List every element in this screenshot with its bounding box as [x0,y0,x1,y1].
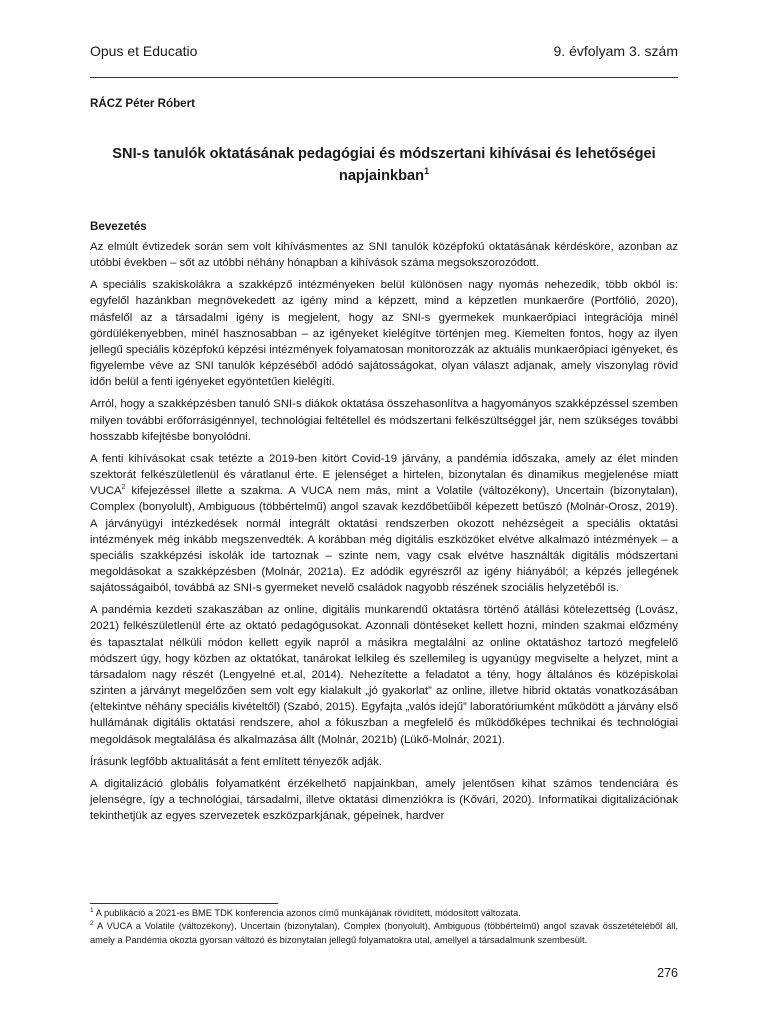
paragraph-2: A speciális szakiskolákra a szakképző intézményeken belül különösen nagy nyomás nehezedik, több okból is: egyfelől hazánkban megnövekedett az igény mind a képzett, mind a képzetlen munkaerőre (Portfólió, 2020), másfelől az a társadalmi igény is megjelent, hogy az SNI-s gyermekek munkaerőpiaci integrációja minél gördülékenyebben, minél hasznosabban – az igényeket kielégítve történjen meg. Kiemelten fontos, hogy az ilyen jellegű speciális középfokú képzési intézmények folyamatosan monitorozzák az aktuális munkaerőpiaci igényeket, és figyelembe véve az SNI tanulók képzéséből adódó sajátosságokat, olyan választ adjanak, amely viszonylag rövid időn belül a fenti igényeket egyöntetűen kielégíti. [90,279,678,389]
paragraph-7: A digitalizáció globális folyamatként érzékelhető napjainkban, amely jelentősen kihat számos tendenciára és jelenségre, így a technológiai, társadalmi, illetve oktatási dimenziókra is (Kővári, 2020). Informatikai digitalizációnak tekinthetjük az egyes szervezetek eszközparkjának, gépeinek, hardver [90,777,678,823]
section-heading: Bevezetés [90,220,147,233]
paragraph-4 [90,451,678,596]
document-page [90,0,678,1024]
paragraph-3: Arról, hogy a szakképzésben tanuló SNI-s diákok oktatása összehasonlítva a hagyományos szakképzéssel szemben milyen további erőforrásigénnyel, technológiai feltétellel és módszertani felkészültséggel jár, nem szükséges további hosszabb kifejtésbe bonyolódni. [90,398,678,443]
body-text [90,239,678,830]
article-title [90,143,678,187]
header-divider [90,77,678,78]
issue-label: 9. évfolyam 3. szám [553,43,678,59]
paragraph-4-rest: kifejezéssel illette a szakma. A VUCA nem más, mint a Volatile (változékony), Uncertain (bizonytalan), Complex (bonyolult), Ambiguous (többértelmű) angol szavak kezdőbetűiből képezett betűszó (Molnár-Orosz, 2019). A járványügyi intézkedések normál integrált oktatási rendszerben okozott nehézségeit a speciális oktatási intézmények még inkább megszenvedték. A korábban még digitális eszközöket elvétve alkalmazó intézmények – a speciális szakképzési iskolák ide tartoznak – szinte nem, vagy csak elvétve használták digitális módszertani megoldásokat a szakképzésben (Molnár, 2021a). Ez adódik egyrészről az igény hiányából; a képzés jellegének sajátosságaiból, továbbá az SNI-s gyermeket nevelő családok nagyobb részének szociális helyzetéből is. [90,485,678,595]
page-number: 276 [657,966,678,980]
footnote-2-marker: 2 [90,920,94,928]
paragraph-1: Az elmúlt évtizedek során sem volt kihívásmentes az SNI tanulók középfokú oktatásának kérdésköre, azonban az utóbbi években – sőt az utóbbi néhány hónapban a kihívások száma megsokszorozódott. [90,241,678,270]
footnote-2 [90,920,678,947]
footnote-divider [90,903,278,904]
author-name: RÁCZ Péter Róbert [90,97,196,110]
paragraph-6: Írásunk legfőbb aktualitását a fent említett tényezők adják. [90,755,382,768]
article-title-text: SNI-s tanulók oktatásának pedagógiai és módszertani kihívásai és lehetőségei napjainkban [112,146,656,184]
footnote-2-text: A VUCA a Volatile (változékony), Uncertain (bizonytalan), Complex (bonyolult), Ambiguous (többértelmű) angol szavak összetételéből áll, amely a Pandémia okozta gyorsan változó és bizonytalan jellegű folyamatokra utal, amellyel a társadalmunk szembesült. [90,921,678,945]
running-header [90,42,678,60]
paragraph-5: A pandémia kezdeti szakaszában az online, digitális munkarendű oktatásra történő átállási kötelezettség (Lovász, 2021) felkészületlenül érte az oktató pedagógusokat. Azonnali döntéseket kellett hozni, minden szakmai előzmény és tapasztalat nélküli módon kellett egyik napról a másikra megtalálni az online oktatáshoz tartozó megfelelő módszert úgy, hogy közben az oktatókat, tanárokat lelkileg és szellemileg is ugyanúgy megviselte a helyzet, mint a társadalom nagy részét (Lengyelné et.al, 2014). Nehezítette a feladatot a tény, hogy általános és középiskolai szinten a járványt megelőzően sem volt egy kialakult „jó gyakorlat” az online, illetve hibrid oktatás vonatkozásában (eltekintve néhány speciális kivételtől) (Szabó, 2015). Egyfajta „valós idejű” laboratóriumként működött a járvány első hullámának digitális oktatási rendszere, ahol a fókuszban a megfelelő és működőképes technikai és technológiai megoldások megtalálása és alkalmazása állt (Molnár, 2021b) (Lükő-Molnár, 2021). [90,604,678,746]
paragraph-4-start: A fenti kihívásokat csak tetézte a 2019-ben kitört Covid-19 járvány, a pandémia időszaka, amely az élet minden szektorát felkészületlenül és váratlanul érte. E jelenséget a hirtelen, bizonytalan és dinamikus megjelenése miatt VUCA [90,452,678,498]
footnote-1 [90,907,678,920]
journal-name: Opus et Educatio [90,43,198,59]
vuca-footnote-ref[interactable]: 2 [121,484,126,492]
footnote-1-text: A publikáció a 2021-es BME TDK konferencia azonos című munkájának rövidített, módosított változata. [93,908,521,918]
footnotes [90,907,678,947]
footnote-1-marker: 1 [90,906,94,914]
title-footnote-ref[interactable]: 1 [424,166,430,177]
